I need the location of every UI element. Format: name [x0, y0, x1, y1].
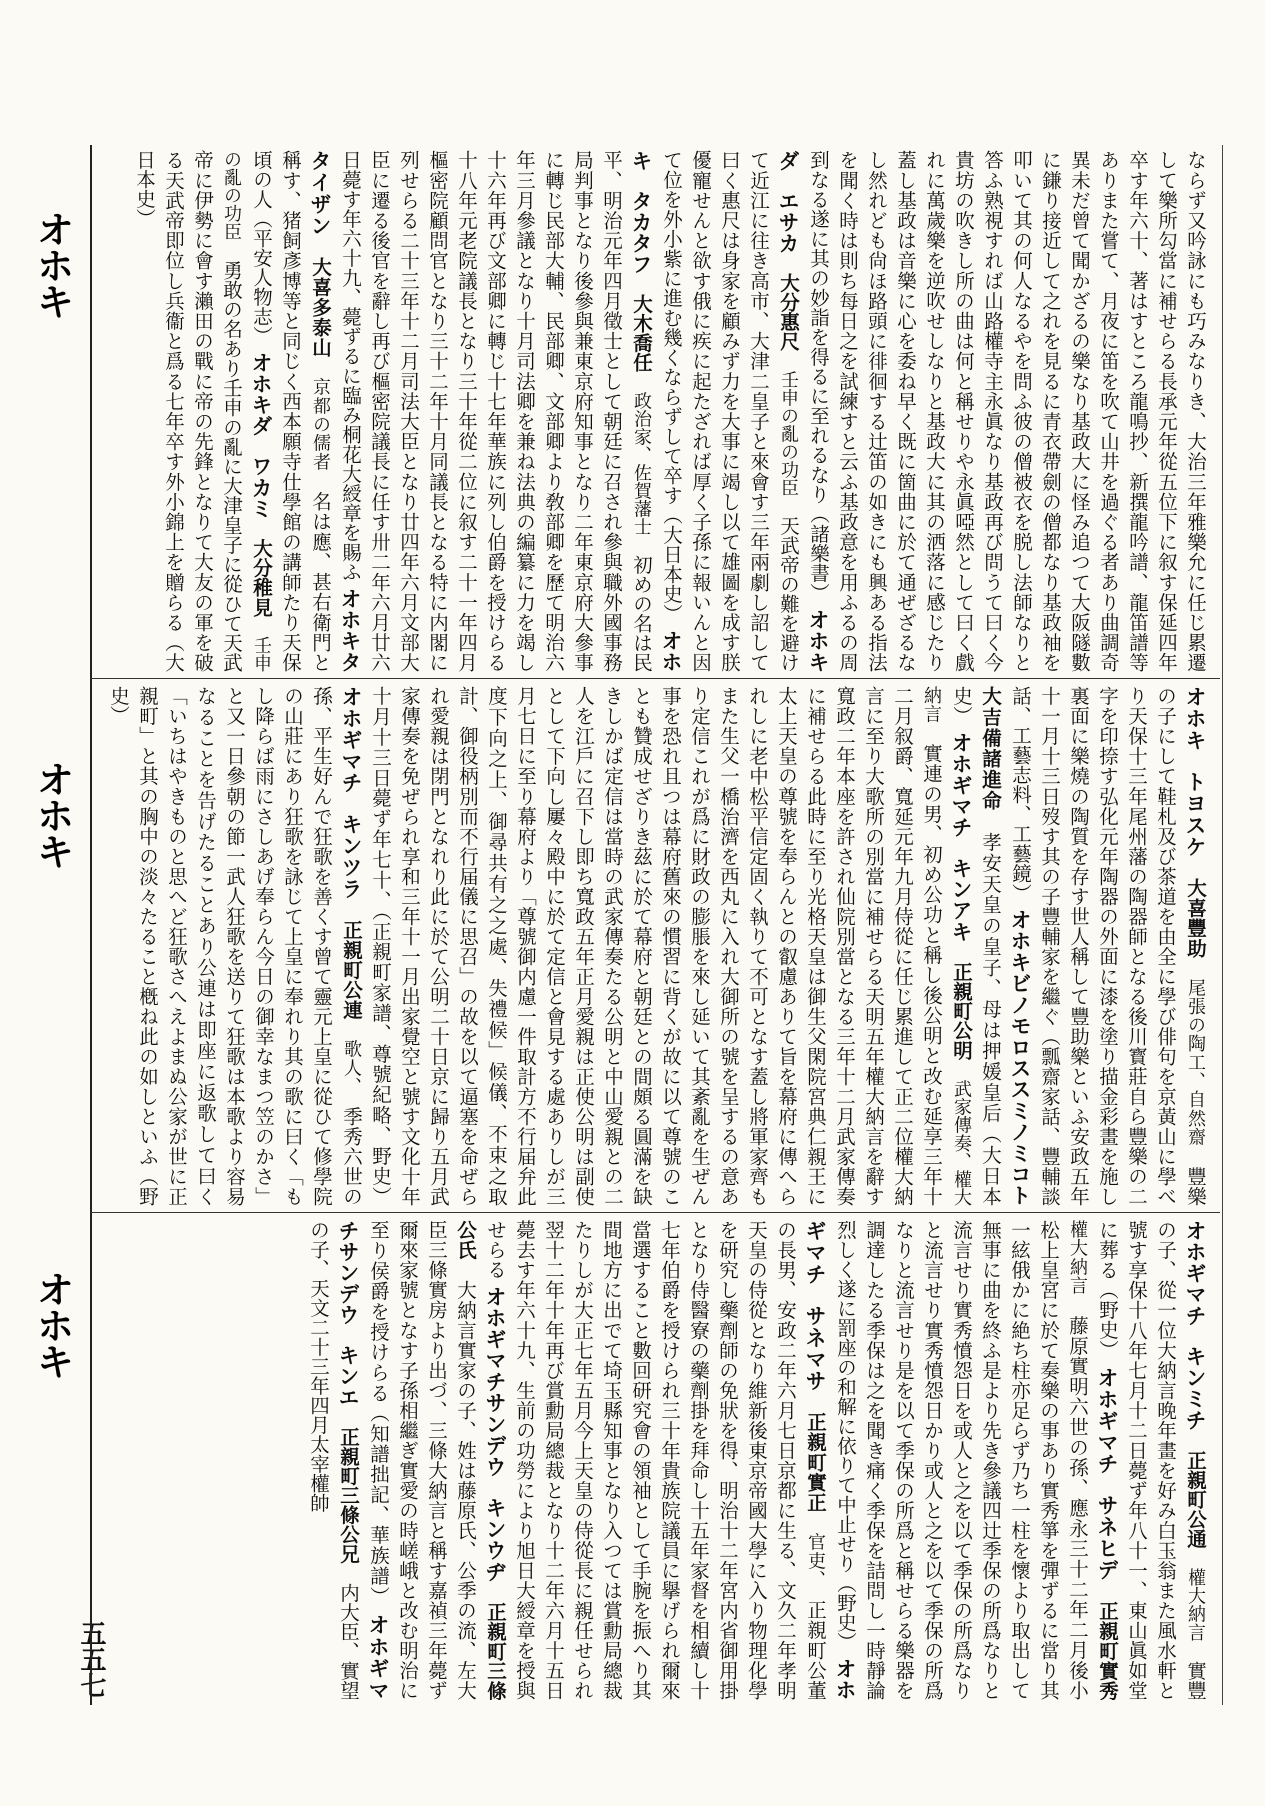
entry-text: 藤原實明六世の孫、應永三十二年二月後小松上皇宮に於て奏樂の事あり實秀箏を彈ずるに當り其一絃俄かに絶ち柱亦足らず乃ち一柱を懷より取出して無事に曲を終ふ是より先き參議四辻季保の所爲なりと流言せり實秀憤怨日を或人と之を以て季保の所爲なりと流言せり實秀憤怨日かり或人と之を以て季保の所爲なりと流言せり是を以て季保の所爲と稱せらる樂器を調達したる季保は之を聞き痛く季保を詰問し一時靜論烈しく遂に罰座の和解に依りて中止せり（野史） [834, 1220, 1089, 1700]
tier-divider [90, 1212, 1220, 1213]
entry-name: 大分惠尺 [777, 273, 800, 351]
entry-kana: オホキ [629, 150, 683, 672]
entry-name: 正親町實秀 [1096, 1600, 1119, 1700]
entry-reading: キンアキ [949, 857, 973, 942]
entry-text: 實豐の子、從一位大納言晚年畫を好み白玉翁また風水軒と號す享保十八年七月十二日薨ず年八十一、東山眞如堂に葬る（野史） [1096, 1220, 1207, 1700]
entry-ogimachi-kintsura [107, 686, 363, 1206]
entry-text: 大納言實家の子、姓は藤原氏、公季の流、左大臣三條實房より出づ、三條大納言と稱す嘉禎三年薨ず爾來家號となす子孫相繼ぎ實愛の時嵯峨と改む明治に至り侯爵を授けらる（知譜拙記、華族譜） [367, 1220, 477, 1700]
entry-role: 權大納言 [1067, 1220, 1088, 1296]
entry-reading: タイザン [308, 150, 332, 237]
entry-reading: サネヒデ [1095, 1494, 1119, 1581]
entry-reading: キンミチ [1183, 1345, 1207, 1431]
entry-kana: オホキ [1183, 686, 1207, 751]
entry-name: 大喜豐助 [1184, 877, 1207, 959]
entry-text: 天武帝の難を避けて近江に往き高市、大津二皇子と來會す三年兩劇し詔して曰く惠尺は身家を顧みず力を大事に竭し以て雄圖を成す朕優寵せんと欲す俄に疾に起たざれば厚く子孫に報いんと因て位を外小紫に進む幾くならずして卒す（大日本史） [660, 150, 800, 672]
entry-text: 初めの名は民平、明治元年四月徵士として朝廷に召され參與職外國事務局判事となり後參與兼東京府知事となり二年東京府大參事に轉じ民部大輔、民部卿、文部卿より敎部卿を歷て明治六年三月參議となり十月司法卿を兼ね法典の編纂に力を竭し十六年再び文部卿に轉じ十七年華族に列し伯爵を授けらる十八年元老院議長となり三十年從二位に叙す二十一年四月樞密院顧問官となり三十二年十月同議長となる特に内閣に列せらる二十三年十二月司法大臣となり廿四年六月文部大臣に遷る後官を辭し再び樞密院議長に任す卅二年六月廿六日薨す年六十九、薨ずるに臨み桐花大綬章を賜ふ [339, 150, 653, 672]
entry-role: 尾張の陶工、自然齋 [1185, 978, 1206, 1147]
entry-role: 武家傳奏、權大納言 [921, 686, 972, 1206]
entry-reading: キンエ [336, 1344, 360, 1408]
entry-kana: オホギマチ [803, 1220, 857, 1700]
entry-kana: オホキタ [338, 587, 362, 672]
running-head: オホキ [30, 760, 74, 868]
entry-oki-esaka [660, 150, 830, 672]
entry-name: 正親町公明 [950, 961, 973, 1060]
entry-reading: ワカミ [249, 455, 273, 519]
entry-name: 正親町實正 [804, 1411, 827, 1513]
entry-ogimachi-kinaki [369, 686, 973, 1206]
entry-kana: オホギマチ [1095, 1366, 1119, 1475]
entry-kana: オホギマチサンデウ [336, 1220, 390, 1700]
entry-reading: サネマサ [803, 1305, 827, 1392]
tier-3 [100, 1220, 1210, 1700]
entry-text: 正親町公董の長男、安政二年六月七日京都に生る、文久二年孝明天皇の侍從となり維新後東京帝國大學に入り物理化學を研究し藥劑師の免狀を得、明治十二年宮内省御用掛となり侍醫寮の藥劑掛を拜命し十五年家督を相續し十七年伯爵を授けられ三十年貴族院議員に擧げられ爾來當選すること數回研究會の領袖として手腕を振へり其間地方に出でて埼玉縣知事となり入つては賞勳局總裁たりしが大正七年五月今上天皇の侍從長に親任せられ翌十二年十年再び賞勳局總裁となり十二年六月十五日薨去す年六十九、生前の功勞により旭日大綬章を授與せらる [484, 1220, 827, 1700]
entry-text: 季秀六世の孫、平生好んで狂歌を善くす曾て靈元上皇に從ひて修學院の山莊にあり狂歌を詠じて上皇に奉れり其の歌に曰く「もし降らば雨にさしあげ奉らん今日の御幸なまつ笠のかさ」と又一日參朝の節一武人狂歌を送りて狂歌は本歌より容易なることを告げたることあり公連は即座に返歌して曰く「いちはやきものと思へど狂歌さへえよまぬ公家が世に正親町」と其の胸中の淡々たること槪ね此の如しといふ（野史） [107, 686, 363, 1206]
entry-reading: キンウヂ [483, 1496, 507, 1582]
entry-text: 内大臣、實望の子、天文二十三年四月太宰權帥 [307, 1220, 360, 1700]
entry-reading: タカタフ [629, 190, 653, 275]
entry-name: 大分稚見 [250, 538, 273, 617]
entry-kana: オホキダ [249, 351, 273, 436]
running-head: オホキ [30, 210, 74, 318]
entry-role: 壬申の亂の功臣 [221, 150, 272, 672]
entry-kana: オホギマチ [1183, 1220, 1207, 1326]
entry-reading: トヨスケ [1183, 771, 1207, 858]
entry-text: 孝安天皇の皇子、母は押媛皇后（大日本史） [950, 686, 1002, 1206]
entry-name: 正親町三條公氏 [454, 1220, 507, 1700]
entry-reading: キンツラ [339, 813, 363, 900]
entry-role: 京都の儒者 [310, 377, 331, 472]
entry-oki-toyosuke [1009, 686, 1207, 1206]
entry-text: 豐樂の子にして鞋札及び茶道を由全に學び俳句を京黃山に學べり天保十三年尾州藩の陶器師となる後川寳莊自ら豐樂の二字を印捺す弘化元年陶器の外面に漆を塗り描金彩畫を施し裏面に樂燒の陶質を存す世人稱して豐助樂といふ安政五年十一月十三日歿す其の子豐輔家を繼ぐ（瓢齋家話、豐輔談話、工藝志料、工藝鏡） [1009, 686, 1207, 1206]
entry-name: 大喜多泰山 [309, 256, 332, 358]
tier-1 [100, 150, 1210, 672]
entry-kana: オホキダ [776, 150, 830, 672]
entry-text: 實連の男、初め公功と稱し後公明と改む延享三年十二月叙爵、寬延元年九月侍從に任じ累進して正二位權大納言に至り大歌所の別當に補せらる天明五年權大納言を辭す寬政二年本座を許され仙院別當となる三年十二月武家傳奏に補せらる此時に至り光格天皇は御生父閑院宮典仁親王に太上天皇の尊號を奉らんとの叡慮ありて旨を幕府に傳へられしに老中松平信定固く執りて不可となす蓋し將軍家齊もまた生父一橋治濟を西丸に入れ大御所の號を呈するの意あり定信これが爲に財政の膨脹を來し延いて其紊亂を生ぜん事を恐れ且つは幕府舊來の慣習に背くが故に以て尊號のことも贊成せざりき茲に於て幕府と朝廷との間頗る圓滿を缺きしかば定信は當時の武家傳奏たる公明と中山愛親との二人を江戶に召下し即ち寬政五年正月愛親は正使公明は副使として下向し屢々殿中に於て定信と會見する處ありしが三月七日に至り幕府より「尊號御内慮一件取計方不行届弁此度下向之上、御尋共有之之處、失禮候」候儀、不束之取計、御役柄別而不行届儀に思召」の故を以て逼塞を命ぜられ愛親は閉門となれり此に於て公明二十日京に歸り五月武家傳奏を免ぜられ享和三年十一月出家覺空と號す文化十年十月十三日薨ず年七十、（正親町家譜、尊號紀略、野史） [369, 686, 943, 1206]
entry-text: 名は應、甚右衛門と稱す、猪飼彥博等と同じく西本願寺仕學館の講師たり天保頃の人（平安人物志） [250, 150, 332, 672]
page-number: 五五七 [76, 1620, 106, 1698]
tier-divider [90, 678, 1220, 679]
entry-kana: オホキビノモロススミノミコト [1008, 909, 1032, 1206]
entry-role: 壬申の亂の功臣 [778, 370, 799, 497]
entry-ogimachi-sanemasa [484, 1220, 857, 1700]
entry-name: 大吉備諸進命 [979, 686, 1002, 812]
entry-kana: オホギマチサンデウ [483, 1285, 507, 1477]
entry-name: 正親町三條公兄 [337, 1427, 360, 1564]
entry-role: 政治家、佐賀藩士 [631, 391, 652, 536]
entry-role: 官吏、 [805, 1532, 826, 1580]
entry-kana: オホギマチ [339, 686, 363, 794]
entry-role: 歌人、 [341, 1039, 362, 1087]
entry-name: 大木喬任 [630, 294, 653, 372]
entry-name: 正親町公通 [1184, 1450, 1207, 1549]
entry-text: 勇敢の名あり壬申の亂に大津皇子に從ひて天武帝に伊勢に會す瀨田の戰に帝の先鋒となりて大友の軍を破る天武帝即位し兵衞と爲る七年卒す外小錦上を贈らる（大日本史） [133, 150, 243, 672]
continuation-text: ならず又吟詠にも巧みなりき、大治三年雅樂允に任じ累遷して樂所勾當に補せらる長承元年從五位下に叙す保延四年卒す年六十、著はすところ龍鳴抄、新撰龍吟譜、龍笛譜等ありまた嘗て、月夜に笛を吹て山井を過ぐる者あり曲調奇異未だ曾て聞かざるの樂なり基政大に怪み追つて大阪隧數に鎌り接近して之れを見るに青衣帶劍の僧都なり基政袖を叩いて其の何人なるやを問ふ彼の僧被衣を脱し法師なりと答ふ熟視すれば山路權寺主永眞なり基政再び問うて曰く今貴坊の吹きし所の曲は何と稱せりや永眞啞然として曰く戲れに萬歲樂を逆吹せしなりと基政大に其の洒落に感じたり蓋し基政は音樂に心を委ね早く既に箇曲に於て通ぜざるなし然れども尙ほ路頭に徘徊する辻笛の如きにも興ある指法を聞く時は則ち每日之を試練すと云ふ基政意を用ふるの周到なる遂に其の妙詣を得るに至れるなり（諸樂書） [807, 150, 1207, 672]
entry-reading: エサカ [776, 190, 800, 254]
entry-kana: オホギマチ [949, 731, 973, 838]
entry-name: 正親町公連 [340, 919, 363, 1020]
entry-role: 權大納言 [1185, 1568, 1206, 1642]
running-head: オホキ [30, 1270, 74, 1378]
entry-oki-takatau [339, 150, 683, 672]
entry-ogimachi-sanehide [834, 1220, 1119, 1700]
tier-2 [100, 686, 1210, 1206]
